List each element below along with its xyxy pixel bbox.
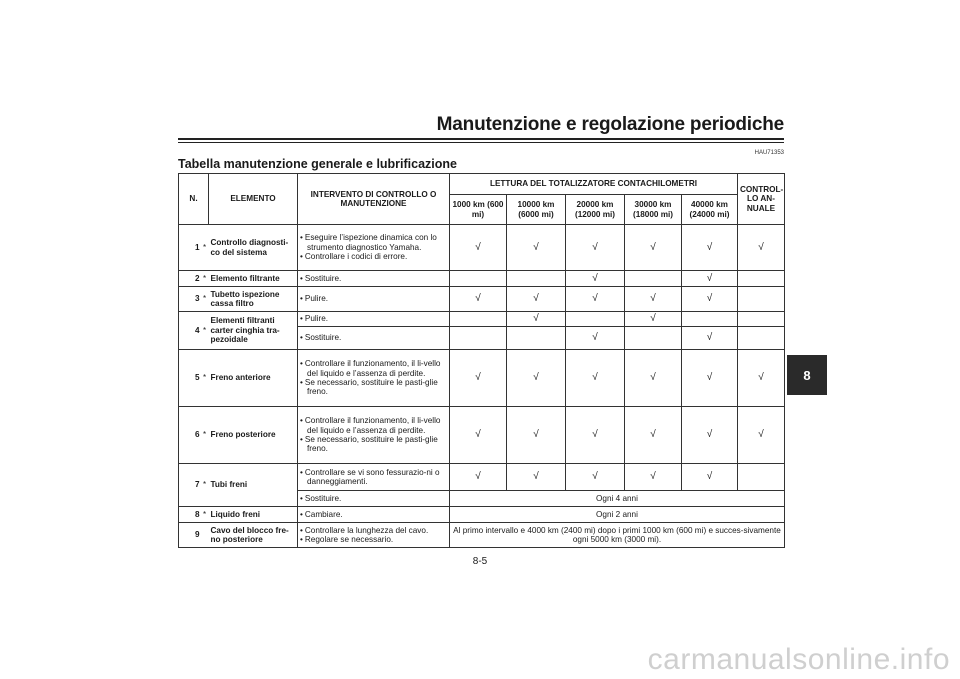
check-mark: √	[625, 225, 682, 271]
check-mark: √	[450, 464, 507, 491]
action-item: • Pulire.	[300, 294, 447, 303]
empty-cell	[738, 271, 785, 287]
action-item: • Sostituire.	[300, 494, 447, 503]
maintenance-table	[178, 173, 785, 548]
row-item: Liquido freni	[209, 507, 298, 523]
action-item: • Se necessario, sostituire le pasti-glie freno.	[300, 435, 447, 454]
check-mark: √	[566, 225, 625, 271]
action-item: • Eseguire l’ispezione dinamica con lo strumento diagnostico Yamaha.	[300, 233, 447, 252]
empty-cell	[738, 287, 785, 312]
row-item: Elementi filtranti carter cinghia tra-pezoidale	[209, 312, 298, 350]
table-row	[179, 225, 785, 271]
check-mark: √	[566, 350, 625, 407]
action-item: • Pulire.	[300, 314, 447, 323]
check-mark: √	[682, 350, 738, 407]
empty-cell	[625, 327, 682, 350]
action-item: • Sostituire.	[300, 274, 447, 283]
watermark: carmanualsonline.info	[647, 643, 950, 676]
check-mark: √	[738, 407, 785, 464]
empty-cell	[507, 271, 566, 287]
check-mark: √	[507, 287, 566, 312]
empty-cell	[738, 464, 785, 491]
row-actions	[298, 350, 450, 407]
check-mark: √	[625, 287, 682, 312]
page-header-title: Manutenzione e regolazione periodiche	[436, 114, 784, 135]
row-actions	[298, 225, 450, 271]
header-km-20000: 20000 km (12000 mi)	[566, 195, 625, 225]
header-intervento: INTERVENTO DI CONTROLLO O MANUTENZIONE	[298, 174, 450, 225]
check-mark: √	[566, 407, 625, 464]
check-mark: √	[507, 350, 566, 407]
header-elemento: ELEMENTO	[209, 174, 298, 225]
row-actions	[298, 312, 450, 327]
header-n: N.	[179, 174, 209, 225]
check-mark: √	[682, 225, 738, 271]
row-number: 4	[179, 312, 201, 350]
interval-text: Ogni 4 anni	[450, 491, 785, 507]
row-star: *	[201, 225, 209, 271]
chapter-tab: 8	[787, 355, 827, 395]
row-actions	[298, 491, 450, 507]
row-star: *	[201, 287, 209, 312]
check-mark: √	[682, 407, 738, 464]
table-row	[179, 350, 785, 407]
empty-cell	[566, 312, 625, 327]
empty-cell	[738, 312, 785, 327]
page-number: 8-5	[472, 556, 488, 567]
row-star: *	[201, 507, 209, 523]
check-mark: √	[507, 225, 566, 271]
header-km-10000: 10000 km (6000 mi)	[507, 195, 566, 225]
check-mark: √	[450, 225, 507, 271]
check-mark: √	[566, 271, 625, 287]
row-number: 6	[179, 407, 201, 464]
check-mark: √	[566, 287, 625, 312]
header-km-30000: 30000 km (18000 mi)	[625, 195, 682, 225]
row-item: Freno posteriore	[209, 407, 298, 464]
action-item: • Cambiare.	[300, 510, 447, 519]
check-mark: √	[450, 287, 507, 312]
header-km-40000: 40000 km (24000 mi)	[682, 195, 738, 225]
action-item: • Controllare il funzionamento, il li-vello del liquido e l’assenza di perdite.	[300, 416, 447, 435]
check-mark: √	[682, 287, 738, 312]
check-mark: √	[625, 312, 682, 327]
table-row	[179, 507, 785, 523]
check-mark: √	[507, 407, 566, 464]
table-row	[179, 287, 785, 312]
header-row	[179, 174, 785, 195]
row-star: *	[201, 312, 209, 350]
row-actions	[298, 523, 450, 548]
row-number: 7	[179, 464, 201, 507]
empty-cell	[450, 271, 507, 287]
check-mark: √	[682, 327, 738, 350]
row-star: *	[201, 271, 209, 287]
check-mark: √	[450, 350, 507, 407]
check-mark: √	[738, 225, 785, 271]
row-actions	[298, 407, 450, 464]
check-mark: √	[507, 464, 566, 491]
row-number: 3	[179, 287, 201, 312]
row-number: 9	[179, 523, 201, 548]
table-row	[179, 407, 785, 464]
check-mark: √	[566, 327, 625, 350]
row-item: Tubi freni	[209, 464, 298, 507]
action-item: • Controllare i codici di errore.	[300, 252, 447, 261]
check-mark: √	[625, 350, 682, 407]
row-star	[201, 523, 209, 548]
empty-cell	[738, 327, 785, 350]
table-row	[179, 464, 785, 491]
check-mark: √	[625, 407, 682, 464]
action-item: • Controllare il funzionamento, il li-vello del liquido e l’assenza di perdite.	[300, 359, 447, 378]
empty-cell	[450, 312, 507, 327]
section-title: Tabella manutenzione generale e lubrificazione	[178, 157, 458, 171]
row-actions	[298, 271, 450, 287]
row-star: *	[201, 407, 209, 464]
empty-cell	[682, 312, 738, 327]
header-km-1000: 1000 km (600 mi)	[450, 195, 507, 225]
action-item: • Controllare se vi sono fessurazio-ni o danneggiamenti.	[300, 468, 447, 487]
row-star: *	[201, 350, 209, 407]
header-controllo: CONTROL-LO AN-NUALE	[738, 174, 785, 225]
check-mark: √	[738, 350, 785, 407]
check-mark: √	[625, 464, 682, 491]
check-mark: √	[682, 271, 738, 287]
row-actions	[298, 464, 450, 491]
row-star: *	[201, 464, 209, 507]
row-actions	[298, 287, 450, 312]
check-mark: √	[566, 464, 625, 491]
interval-text: Al primo intervallo e 4000 km (2400 mi) dopo i primi 1000 km (600 mi) e succes-sivamente ogni 5000 km (3000 mi).	[450, 523, 785, 548]
empty-cell	[450, 327, 507, 350]
header-lettura: LETTURA DEL TOTALIZZATORE CONTACHILOMETRI	[450, 174, 738, 195]
row-number: 8	[179, 507, 201, 523]
action-item: • Se necessario, sostituire le pasti-glie freno.	[300, 378, 447, 397]
row-number: 1	[179, 225, 201, 271]
check-mark: √	[682, 464, 738, 491]
action-item: • Controllare la lunghezza del cavo.	[300, 526, 447, 535]
check-mark: √	[450, 407, 507, 464]
row-item: Elemento filtrante	[209, 271, 298, 287]
table-row	[179, 271, 785, 287]
action-item: • Sostituire.	[300, 333, 447, 342]
document-code: HAU71353	[754, 150, 784, 156]
row-item: Controllo diagnosti-co del sistema	[209, 225, 298, 271]
row-item: Freno anteriore	[209, 350, 298, 407]
empty-cell	[625, 271, 682, 287]
check-mark: √	[507, 312, 566, 327]
table-row	[179, 523, 785, 548]
interval-text: Ogni 2 anni	[450, 507, 785, 523]
row-number: 2	[179, 271, 201, 287]
row-item: Cavo del blocco fre-no posteriore	[209, 523, 298, 548]
row-item: Tubetto ispezione cassa filtro	[209, 287, 298, 312]
row-actions	[298, 507, 450, 523]
header-rule-thin	[178, 142, 784, 143]
action-item: • Regolare se necessario.	[300, 535, 447, 544]
row-number: 5	[179, 350, 201, 407]
row-actions	[298, 327, 450, 350]
header-rule	[178, 138, 784, 140]
empty-cell	[507, 327, 566, 350]
table-row	[179, 312, 785, 327]
